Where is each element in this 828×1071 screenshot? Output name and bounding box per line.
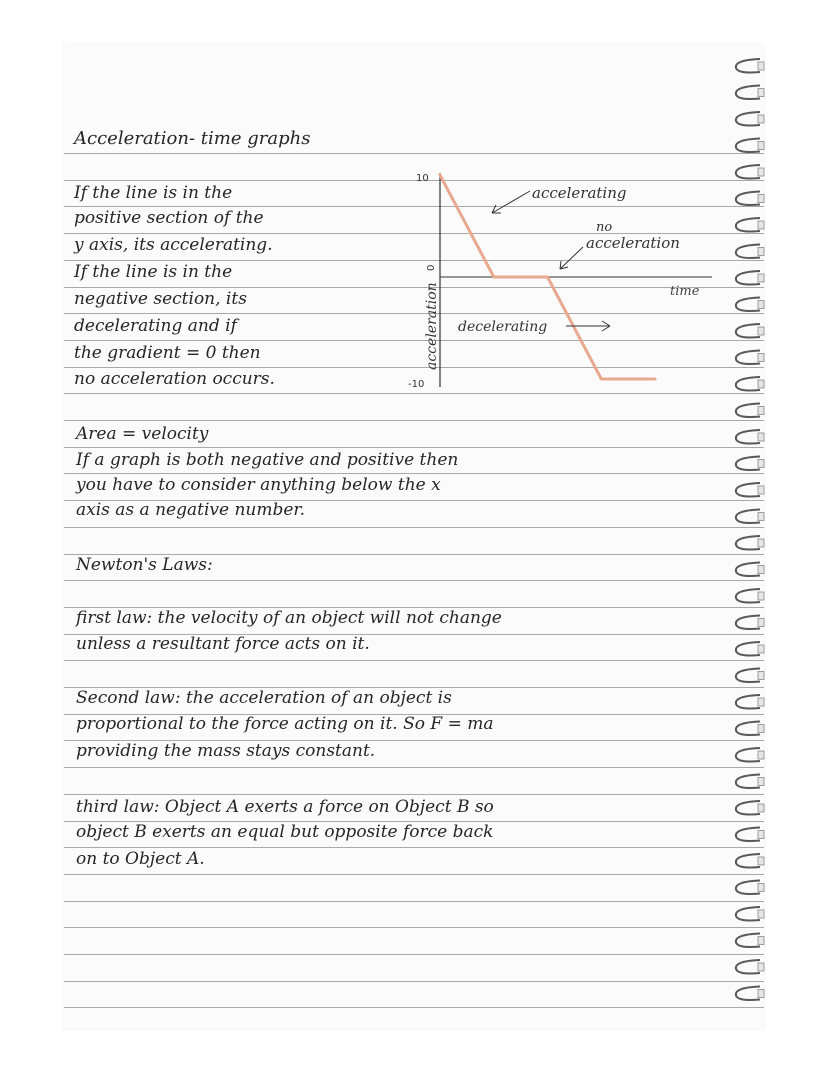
spiral-hole xyxy=(758,857,764,865)
spiral-hole xyxy=(758,115,764,123)
spiral-hole xyxy=(758,274,764,282)
third-law-line-3: on to Object A. xyxy=(76,849,205,869)
spiral-ring xyxy=(736,881,760,895)
spiral-binding xyxy=(730,44,770,1029)
intro-line-6: decelerating and if xyxy=(74,316,237,336)
intro-line-7: the gradient = 0 then xyxy=(74,343,261,363)
spiral-ring xyxy=(736,536,760,550)
area-title: Area = velocity xyxy=(76,424,209,444)
third-law-line-1: third law: Object A exerts a force on Object B so xyxy=(76,797,494,817)
arrow-accelerating xyxy=(492,191,530,213)
spiral-ring xyxy=(736,351,760,365)
acceleration-time-graph xyxy=(400,165,720,395)
ruled-line xyxy=(64,901,764,902)
spiral-hole xyxy=(758,327,764,335)
first-law-line-1: first law: the velocity of an object will not change xyxy=(76,608,502,628)
intro-line-5: negative section, its xyxy=(74,289,247,309)
spiral-hole xyxy=(758,433,764,441)
spiral-ring xyxy=(736,483,760,497)
ruled-line xyxy=(64,660,764,661)
intro-line-4: If the line is in the xyxy=(74,262,233,282)
spiral-hole xyxy=(758,698,764,706)
arrow-no-acceleration xyxy=(560,247,583,269)
second-law-line-2: proportional to the force acting on it. So F = ma xyxy=(76,714,494,734)
spiral-hole xyxy=(758,566,764,574)
ruled-line xyxy=(64,954,764,955)
spiral-rings xyxy=(730,44,770,1029)
ruled-line xyxy=(64,981,764,982)
spiral-hole xyxy=(758,195,764,203)
ruled-line xyxy=(64,767,764,768)
spiral-hole xyxy=(758,460,764,468)
spiral-ring xyxy=(736,642,760,656)
spiral-ring xyxy=(736,987,760,1001)
area-line-2: you have to consider anything below the x xyxy=(76,475,441,495)
spiral-ring xyxy=(736,775,760,789)
spiral-ring xyxy=(736,245,760,259)
annotation-decelerating: decelerating xyxy=(458,319,548,335)
spiral-ring xyxy=(736,801,760,815)
ruled-line xyxy=(64,847,764,848)
spiral-ring xyxy=(736,563,760,577)
spiral-hole xyxy=(758,89,764,97)
ruled-line xyxy=(64,1007,764,1008)
spiral-hole xyxy=(758,513,764,521)
spiral-ring xyxy=(736,430,760,444)
y-axis-label: acceleration xyxy=(424,282,440,370)
spiral-ring xyxy=(736,139,760,153)
x-axis-label: time xyxy=(670,284,700,299)
spiral-hole xyxy=(758,778,764,786)
second-law-line-1: Second law: the acceleration of an object is xyxy=(76,688,452,708)
spiral-ring xyxy=(736,404,760,418)
third-law-line-2: object B exerts an equal but opposite force back xyxy=(76,822,494,842)
spiral-hole xyxy=(758,884,764,892)
spiral-hole xyxy=(758,937,764,945)
ruled-line xyxy=(64,153,764,154)
spiral-ring xyxy=(736,218,760,232)
area-line-1: If a graph is both negative and positive then xyxy=(76,450,459,470)
spiral-hole xyxy=(758,831,764,839)
spiral-ring xyxy=(736,271,760,285)
spiral-hole xyxy=(758,672,764,680)
spiral-hole xyxy=(758,539,764,547)
tick-label-bottom: -10 xyxy=(408,379,425,390)
ruled-line xyxy=(64,794,764,795)
spiral-hole xyxy=(758,221,764,229)
spiral-hole xyxy=(758,168,764,176)
spiral-ring xyxy=(736,616,760,630)
newton-heading: Newton's Laws: xyxy=(76,555,213,575)
intro-line-3: y axis, its accelerating. xyxy=(74,235,273,255)
ruled-line xyxy=(64,527,764,528)
spiral-ring xyxy=(736,828,760,842)
ruled-line xyxy=(64,580,764,581)
spiral-hole xyxy=(758,248,764,256)
tick-label-top: 10 xyxy=(416,173,429,184)
spiral-hole xyxy=(758,592,764,600)
spiral-ring xyxy=(736,192,760,206)
page-title: Acceleration- time graphs xyxy=(74,128,311,149)
spiral-ring xyxy=(736,165,760,179)
intro-line-8: no acceleration occurs. xyxy=(74,369,275,389)
spiral-hole xyxy=(758,990,764,998)
spiral-ring xyxy=(736,669,760,683)
annotation-no: no xyxy=(596,220,613,235)
spiral-ring xyxy=(736,298,760,312)
spiral-ring xyxy=(736,854,760,868)
spiral-ring xyxy=(736,457,760,471)
ruled-line xyxy=(64,447,764,448)
spiral-ring xyxy=(736,748,760,762)
annotation-accelerating: accelerating xyxy=(532,184,627,202)
spiral-hole xyxy=(758,619,764,627)
first-law-line-2: unless a resultant force acts on it. xyxy=(76,634,370,654)
ruled-line xyxy=(64,420,764,421)
spiral-hole xyxy=(758,725,764,733)
spiral-hole xyxy=(758,910,764,918)
spiral-hole xyxy=(758,354,764,362)
spiral-hole xyxy=(758,142,764,150)
spiral-ring xyxy=(736,324,760,338)
ruled-line xyxy=(64,927,764,928)
spiral-ring xyxy=(736,960,760,974)
spiral-hole xyxy=(758,62,764,70)
spiral-hole xyxy=(758,380,764,388)
spiral-hole xyxy=(758,751,764,759)
area-line-3: axis as a negative number. xyxy=(76,500,306,520)
spiral-hole xyxy=(758,407,764,415)
spiral-ring xyxy=(736,722,760,736)
spiral-ring xyxy=(736,695,760,709)
ruled-line xyxy=(64,874,764,875)
spiral-ring xyxy=(736,589,760,603)
intro-line-2: positive section of the xyxy=(74,208,264,228)
spiral-hole xyxy=(758,301,764,309)
intro-line-1: If the line is in the xyxy=(74,183,233,203)
spiral-ring xyxy=(736,510,760,524)
tick-label-zero: 0 xyxy=(426,264,437,271)
spiral-hole xyxy=(758,804,764,812)
spiral-hole xyxy=(758,486,764,494)
ruled-line xyxy=(64,473,764,474)
spiral-hole xyxy=(758,645,764,653)
spiral-hole xyxy=(758,963,764,971)
spiral-ring xyxy=(736,112,760,126)
spiral-ring xyxy=(736,907,760,921)
spiral-ring xyxy=(736,59,760,73)
second-law-line-3: providing the mass stays constant. xyxy=(76,741,376,761)
spiral-ring xyxy=(736,377,760,391)
spiral-ring xyxy=(736,86,760,100)
annotation-acceleration: acceleration xyxy=(586,234,680,252)
spiral-ring xyxy=(736,934,760,948)
